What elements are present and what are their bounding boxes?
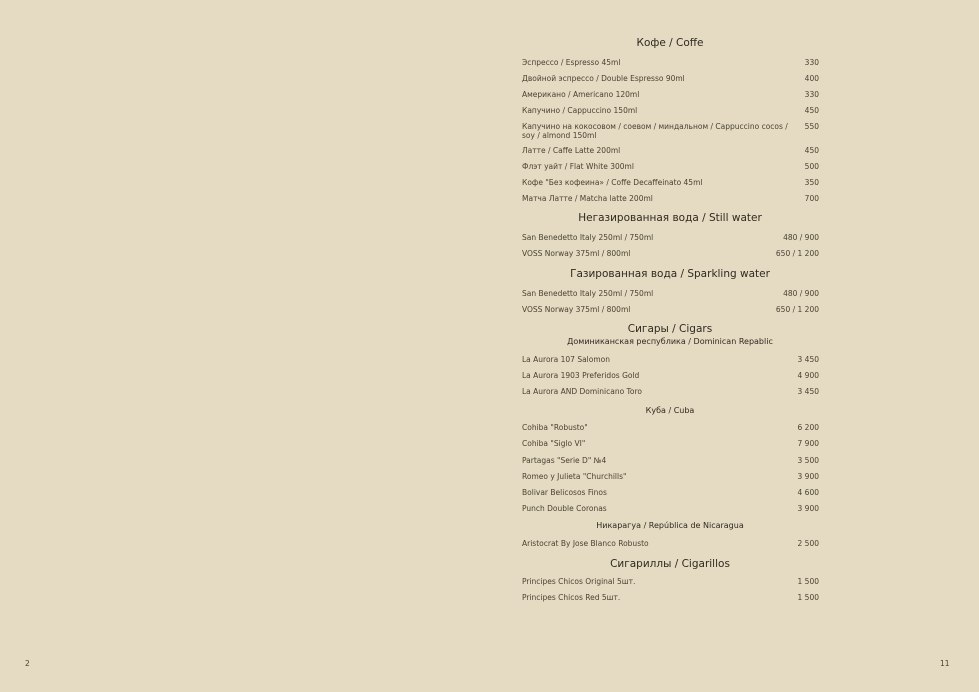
menu-item-name: Partagas "Serie D" №4 [522,456,607,465]
sparkling-water-heading: Газированная вода / Sparkling water [570,268,770,280]
menu-item-name: Двойной эспрессо / Double Espresso 90ml [522,74,685,83]
menu-item-price: 480 / 900 [783,233,819,242]
menu-item-name: Американо / Americano 120ml [522,90,640,99]
menu-item-price: 700 [804,194,819,203]
menu-item-price: 3 900 [797,472,819,481]
menu-item-name: La Aurora 107 Salomon [522,355,610,364]
menu-item-price: 550 [804,122,819,131]
menu-item-price: 7 900 [797,439,819,448]
menu-item-name: Латте / Caffe Latte 200ml [522,146,621,155]
menu-item-name: San Benedetto Italy 250ml / 750ml [522,289,654,298]
menu-item-price: 6 200 [797,423,819,432]
menu-item-price: 3 450 [797,355,819,364]
menu-item-name: Principes Chicos Original 5шт. [522,577,636,586]
menu-item-price: 1 500 [797,593,819,602]
menu-item-name: Romeo y Julieta "Churchills" [522,472,627,481]
menu-item-price: 650 / 1 200 [775,305,819,314]
menu-item-name: La Aurora AND Dominicano Toro [522,387,642,396]
menu-item-price: 4 900 [797,371,819,380]
menu-item-price: 3 900 [797,504,819,513]
cigarillos-heading: Сигариллы / Cigarillos [610,558,730,570]
menu-item-name: Эспрессо / Espresso 45ml [522,58,621,67]
menu-item-price: 3 500 [797,456,819,465]
menu-item-name: Principes Chicos Red 5шт. [522,593,621,602]
menu-item-price: 450 [804,106,819,115]
dominican-subheading: Доминиканская республика / Dominican Repablic [567,337,773,346]
menu-item-name: VOSS Norway 375ml / 800ml [522,249,631,258]
menu-item-name: Кофе "Без кофеина» / Coffe Decaffeinato 45ml [522,178,703,187]
menu-item-name: Капучино на кокосовом / соевом / миндальном / Cappuccino cocos / soy / almond 150ml [522,122,788,140]
menu-item-name: Punch Double Coronas [522,504,607,513]
menu-item-price: 450 [804,146,819,155]
menu-item-name: Капучино / Cappuccino 150ml [522,106,638,115]
coffee-heading: Кофе / Coffe [636,37,704,49]
menu-item-name: Cohiba "Siglo VI" [522,439,586,448]
menu-item-price: 350 [804,178,819,187]
menu-item-name: La Aurora 1903 Preferidos Gold [522,371,640,380]
menu-item-price: 2 500 [797,539,819,548]
menu-item-name: Bolivar Belicosos Finos [522,488,607,497]
menu-item-price: 1 500 [797,577,819,586]
menu-item-name: Aristocrat By Jose Blanco Robusto [522,539,649,548]
menu-item-price: 500 [804,162,819,171]
menu-item-price: 3 450 [797,387,819,396]
page-number-right: 11 [940,659,950,668]
menu-item-name: VOSS Norway 375ml / 800ml [522,305,631,314]
cuba-subheading: Куба / Cuba [645,406,695,415]
menu-item-price: 650 / 1 200 [775,249,819,258]
page-number-left: 2 [25,659,30,668]
menu-item-price: 480 / 900 [783,289,819,298]
menu-item-name: San Benedetto Italy 250ml / 750ml [522,233,654,242]
still-water-heading: Негазированная вода / Still water [578,212,762,224]
menu-item-name: Матча Латте / Matcha latte 200ml [522,194,653,203]
menu-item-price: 330 [804,58,819,67]
menu-item-name: Флэт уайт / Flat White 300ml [522,162,634,171]
menu-item-name: Cohiba "Robusto" [522,423,588,432]
menu-item-price: 400 [804,74,819,83]
cigars-heading: Сигары / Cigars [627,323,713,335]
menu-item-price: 330 [804,90,819,99]
nicaragua-subheading: Никарагуа / República de Nicaragua [596,521,744,530]
menu-item-price: 4 600 [797,488,819,497]
